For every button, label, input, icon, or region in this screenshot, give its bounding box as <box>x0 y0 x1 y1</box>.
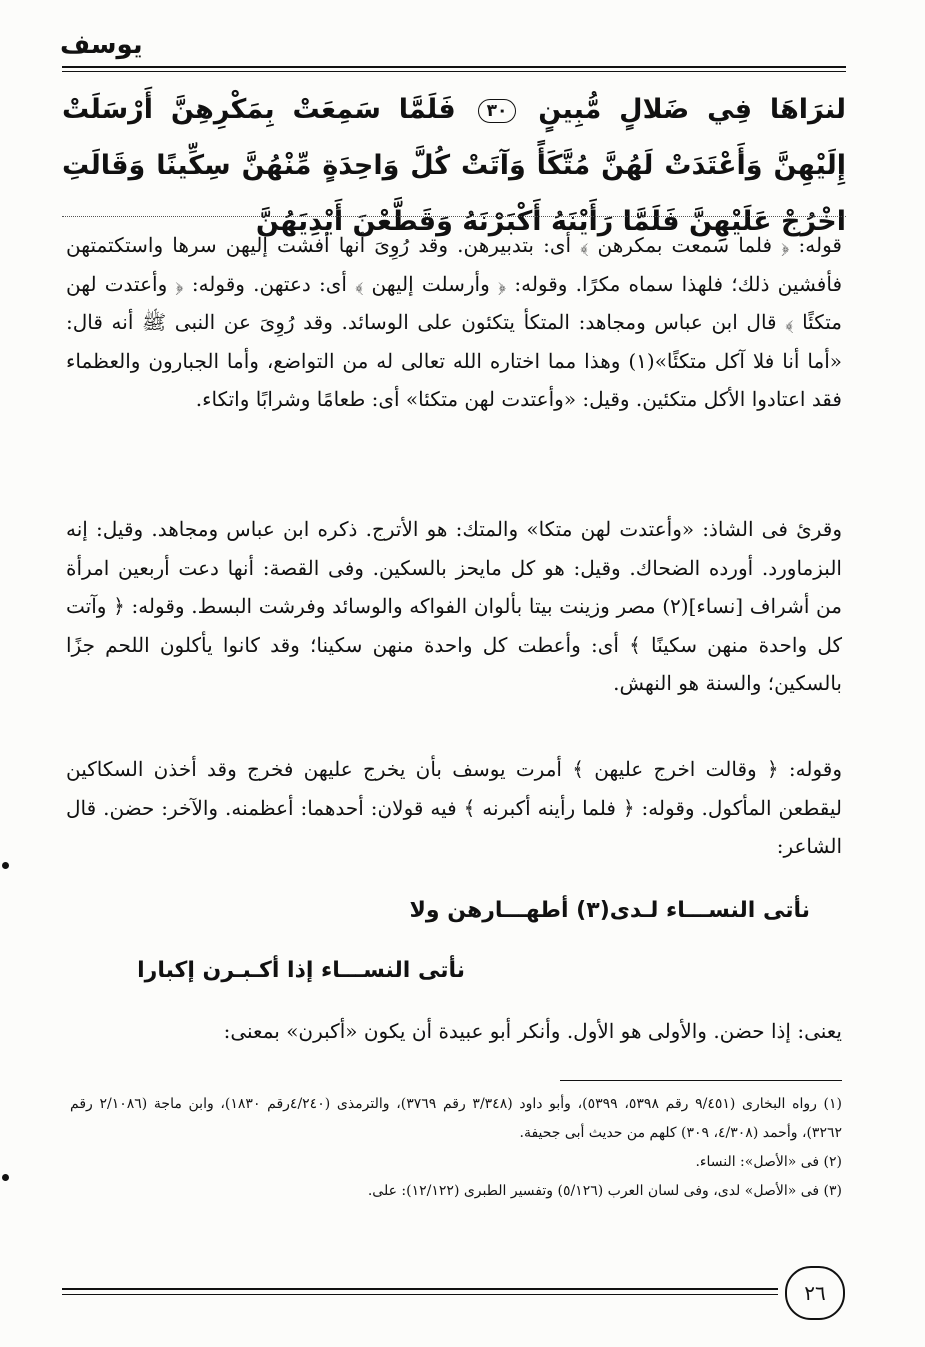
poem-line-1: نأتى النســـاء لـدى(٣) أطهـــارهن ولا <box>409 898 810 923</box>
verse-divider <box>62 216 846 217</box>
margin-dot <box>2 1174 9 1181</box>
verse-line1-a: لنرَاهَا فِي ضَلالٍ مُّبِينٍ <box>538 94 846 125</box>
header-rule <box>62 66 846 68</box>
footnote-2: (٢) فى «الأصل»: النساء. <box>695 1154 842 1170</box>
commentary-paragraph-2: وقرئ فى الشاذ: «وأعتدت لهن متكا» والمتك: هو الأترج. ذكره ابن عباس ومجاهد. وقيل: إنه البزماورد. أورده الضحاك. وقيل: هو كل مايحز بالسكين. وفى القصة: أنها دعت أربعين امرأة من أشراف [نساء](٢) مصر وزينت بيتا بألوان الفواكه والوسائد وفرشت البسط. وقوله: ﴿ وآتت كل واحدة منهن سكينًا ﴾ أى: وأعطت كل واحدة منهن سكينا؛ وقد كانوا يأكلون اللحم جزًا بالسكين؛ والسنة هو النهش. <box>66 517 842 696</box>
footer-rule <box>62 1288 778 1290</box>
commentary-paragraph-1: قوله: ﴿ فلما سمعت بمكرهن ﴾ أى: بتدبيرهن. وقد رُوِىَ أنها أفشت إليهن سرها واستكتمتهن فأفشين ذلك؛ فلهذا سماه مكرًا. وقوله: ﴿ وأرسلت إليهن ﴾ أى: دعتهن. وقوله: ﴿ وأعتدت لهن متكئًا ﴾ قال ابن عباس ومجاهد: المتكأ يتكئون على الوسائد. وقد رُوِىَ عن النبى ﷺ أنه قال: «أما أنا فلا آكل متكئًا»(١) وهذا مما اختاره الله تعالى له من التواضع، وأما الجبارون والعظماء فقد اعتادوا الأكل متكئين. وقيل: «وأعتدت لهن متكئا» أى: طعامًا وشرابًا واتكاء. <box>66 233 842 412</box>
commentary-after-poem: يعنى: إذا حضن. والأولى هو الأول. وأنكر أبو عبيدة أن يكون «أكبرن» بمعنى: <box>223 1019 842 1043</box>
quran-verse <box>62 82 846 250</box>
verse-line2: وَآتَتْ كُلَّ وَاحِدَةٍ مِّنْهُنَّ سِكِّينًا وَقَالَتِ اخْرُجْ عَلَيْهِنَّ فَلَمَّا رَأَيْنَهُ أَكْبَرْنَهُ وَقَطَّعْنَ أَيْدِيَهُنَّ <box>62 150 846 237</box>
page-number: ٢٦ <box>785 1266 845 1320</box>
chapter-title: يوسف <box>60 30 143 60</box>
footnote-separator <box>560 1080 842 1081</box>
verse-line1-b: فَلَمَّا سَمِعَتْ بِمَكْرِهِنَّ أَرْسَلَتْ إِلَيْهِنَّ وَأَعْتَدَتْ لَهُنَّ مُتَّكَأً <box>62 94 846 181</box>
verse-number: ٣٠ <box>478 99 517 123</box>
footnotes <box>70 1090 842 1206</box>
footnote-1: (١) رواه البخارى (٩/٤٥١ رقم ٥٣٩٨، ٥٣٩٩)، وأبو داود (٣/٣٤٨ رقم ٣٧٦٩)، والترمذى (٤/٢٤٠رقم ١٨٣٠)، وابن ماجة (٢/١٠٨٦ رقم ٣٢٦٢)، وأحمد (٤/٣٠٨، ٣٠٩) كلهم من حديث أبى جحيفة. <box>70 1096 843 1141</box>
footer-rule-thin <box>62 1294 778 1295</box>
poem-line-2: نأتى النســـاء إذا أكـبـرن إكبارا <box>137 958 465 983</box>
commentary-paragraph-3: وقوله: ﴿ وقالت اخرج عليهن ﴾ أمرت يوسف بأن يخرج عليهن فخرج وقد أخذن السكاكين ليقطعن المأكول. وقوله: ﴿ فلما رأينه أكبرنه ﴾ فيه قولان: أحدهما: أعظمنه. والآخر: حضن. قال الشاعر: <box>66 757 842 859</box>
footnote-3: (٣) فى «الأصل» لدى، وفى لسان العرب (٥/١٢٦) وتفسير الطبرى (١٢/١٢٢): على. <box>367 1183 842 1199</box>
margin-dot <box>2 862 9 869</box>
header-rule-thin <box>62 71 846 72</box>
